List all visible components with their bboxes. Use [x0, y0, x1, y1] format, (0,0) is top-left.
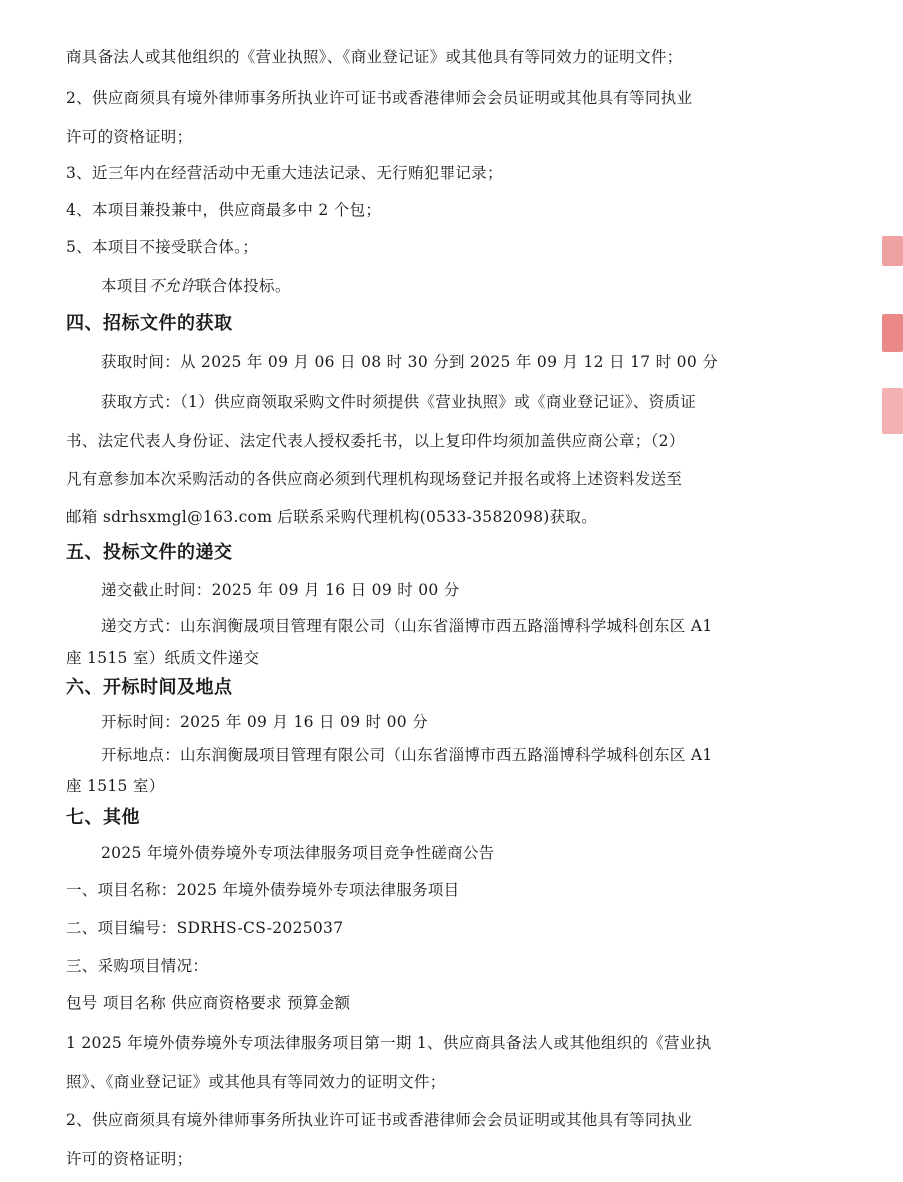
text-line: 递交方式：山东润衡晟项目管理有限公司（山东省淄博市西五路淄博科学城科创东区 A1: [101, 617, 713, 635]
seal-fragment: [882, 314, 903, 352]
text-line: 递交截止时间：2025 年 09 月 16 日 09 时 00 分: [101, 581, 460, 599]
text-line: 一、项目名称：2025 年境外债券境外专项法律服务项目: [66, 881, 460, 899]
text-line: 4、本项目兼投兼中，供应商最多中 2 个包；: [66, 201, 382, 219]
section-heading: 四、招标文件的获取: [66, 313, 233, 334]
text-line: 2、供应商须具有境外律师事务所执业许可证书或香港律师会会员证明或其他具有等同执业: [66, 89, 693, 107]
section-heading: 五、投标文件的递交: [66, 542, 233, 563]
text-segment: 联合体投标。: [195, 277, 291, 295]
text-line: 3、近三年内在经营活动中无重大违法记录、无行贿犯罪记录；: [66, 164, 503, 182]
text-segment-italic: 不允许: [148, 277, 196, 295]
text-line: 5、本项目不接受联合体。；: [66, 238, 259, 256]
text-line: 邮箱 sdrhsxmgl@163.com 后联系采购代理机构(0533-3582098)获取。: [66, 508, 598, 526]
section-heading: 六、开标时间及地点: [66, 677, 233, 698]
text-line: 座 1515 室）: [66, 777, 165, 795]
text-line: 获取时间：从 2025 年 09 月 06 日 08 时 30 分到 2025 年 09 月 12 日 17 时 00 分: [101, 353, 719, 371]
joint-bid-line: [101, 276, 291, 296]
text-line: 1 2025 年境外债券境外专项法律服务项目第一期 1、供应商具备法人或其他组织的《营业执: [66, 1034, 712, 1052]
text-line: 开标地点：山东润衡晟项目管理有限公司（山东省淄博市西五路淄博科学城科创东区 A1: [101, 746, 713, 764]
text-line: 2025 年境外债券境外专项法律服务项目竞争性磋商公告: [101, 844, 495, 862]
text-line: 三、采购项目情况：: [66, 957, 209, 975]
text-line: 包号 项目名称 供应商资格要求 预算金额: [66, 994, 351, 1012]
text-line: 商具备法人或其他组织的《营业执照》、《商业登记证》或其他具有等同效力的证明文件；: [66, 48, 683, 66]
text-line: 许可的资格证明；: [66, 1150, 193, 1168]
text-line: 书、法定代表人身份证、法定代表人授权委托书，以上复印件均须加盖供应商公章；（2）: [66, 432, 685, 450]
text-line: 凡有意参加本次采购活动的各供应商必须到代理机构现场登记并报名或将上述资料发送至: [66, 470, 683, 488]
text-line: 座 1515 室）纸质文件递交: [66, 649, 260, 667]
text-line: 照》、《商业登记证》或其他具有等同效力的证明文件；: [66, 1073, 446, 1091]
text-line: 许可的资格证明；: [66, 128, 193, 146]
text-line: 2、供应商须具有境外律师事务所执业许可证书或香港律师会会员证明或其他具有等同执业: [66, 1111, 693, 1129]
seal-fragment: [882, 388, 903, 434]
section-heading: 七、其他: [66, 807, 140, 828]
text-segment: 本项目: [101, 277, 149, 295]
text-line: 开标时间：2025 年 09 月 16 日 09 时 00 分: [101, 713, 428, 731]
text-line: 二、项目编号：SDRHS-CS-2025037: [66, 919, 344, 937]
text-line: 获取方式：（1）供应商领取采购文件时须提供《营业执照》或《商业登记证》、资质证: [101, 393, 697, 411]
seal-fragment: [882, 236, 903, 266]
